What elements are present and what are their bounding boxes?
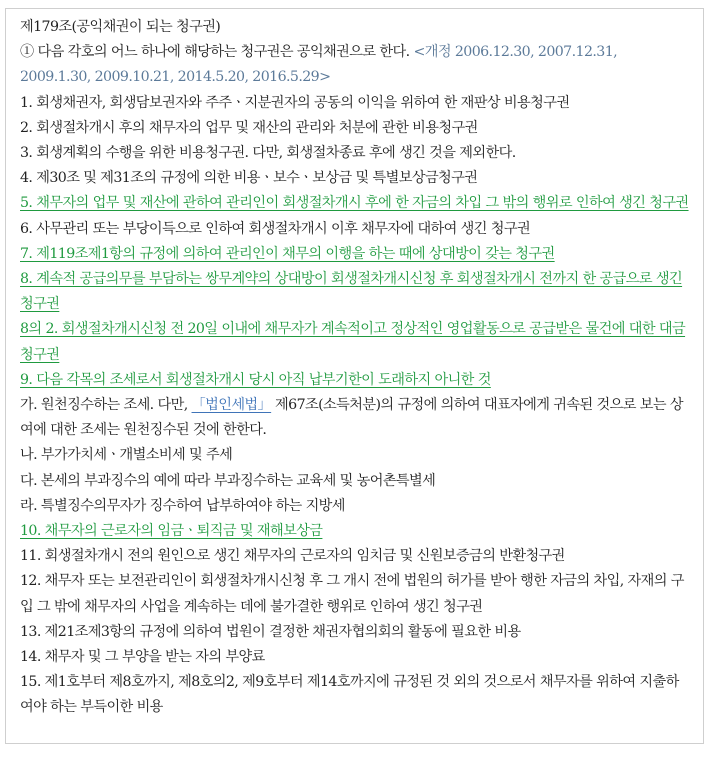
amended-item-text: 7. 제119조제1항의 규정에 의하여 관리인이 채무의 이행을 하는 때에 상대방이 갖는 청구권 xyxy=(20,245,555,262)
list-item xyxy=(20,191,691,216)
sub-item: 라. 특별징수의무자가 징수하여 납부하여야 하는 지방세 xyxy=(20,497,345,514)
list-item xyxy=(20,166,691,191)
list-item xyxy=(20,670,691,720)
paragraph-text: ① 다음 각호의 어느 하나에 해당하는 청구권은 공익채권으로 한다. xyxy=(20,44,410,61)
sub-item: 나. 부가가치세ㆍ개별소비세 및 주세 xyxy=(20,447,233,464)
list-item xyxy=(20,544,691,569)
item-text: 14. 채무자 및 그 부양을 받는 자의 부양료 xyxy=(20,649,265,666)
item-text: 2. 회생절차개시 후의 채무자의 업무 및 재산의 관리와 처분에 관한 비용청구권 xyxy=(20,119,478,136)
amended-item-text: 10. 채무자의 근로자의 임금ㆍ퇴직금 및 재해보상금 xyxy=(20,523,323,540)
amended-item-text: 8의 2. 회생절차개시신청 전 20일 이내에 채무자가 계속적이고 정상적인 영업활동으로 공급받은 물건에 대한 대금청구권 xyxy=(20,321,686,363)
sub-item-ga-after: 제67조(소득처분)의 규정에 의하여 대표자에게 귀속된 것으로 보는 상여에 대한 조세는 원천징수된 것에 한한다. xyxy=(20,397,683,439)
article-title: 제179조(공익채권이 되는 청구권) xyxy=(20,19,221,35)
amended-item-text: 8. 계속적 공급의무를 부담하는 쌍무계약의 상대방이 회생절차개시신청 후 회생절차개시 전까지 한 공급으로 생긴 청구권 xyxy=(20,271,683,313)
item-list-continued xyxy=(20,519,703,721)
amendment-history: <개정 2006.12.30, 2007.12.31, 2009.1.30, 2009.10.21, 2014.5.20, 2016.5.29> xyxy=(20,44,618,86)
article-container xyxy=(5,8,704,744)
list-item xyxy=(20,645,691,670)
list-item xyxy=(20,519,691,544)
law-link-corporate-tax-act[interactable]: 「법인세법」 xyxy=(191,397,272,414)
list-item xyxy=(20,267,691,317)
list-item xyxy=(20,242,691,267)
item-text: 13. 제21조제3항의 규정에 의하여 법원이 결정한 채권자협의회의 활동에 필요한 비용 xyxy=(20,623,521,640)
sub-item: 다. 본세의 부과징수의 예에 따라 부과징수하는 교육세 및 농어촌특별세 xyxy=(20,472,436,489)
list-item xyxy=(20,620,691,645)
item-text: 15. 제1호부터 제8호까지, 제8호의2, 제9호부터 제14호까지에 규정된 것 외의 것으로서 채무자를 위하여 지출하여야 하는 부득이한 비용 xyxy=(20,674,679,716)
list-item xyxy=(20,569,691,619)
item-text: 6. 사무관리 또는 부당이득으로 인하여 회생절차개시 이후 채무자에 대하여 생긴 청구권 xyxy=(20,220,531,237)
item-text: 4. 제30조 및 제31조의 규정에 의한 비용ㆍ보수ㆍ보상금 및 특별보상금청구권 xyxy=(20,170,478,187)
sub-item-ga xyxy=(20,393,691,443)
list-item xyxy=(20,317,691,367)
item-text: 1. 회생채권자, 회생담보권자와 주주ㆍ지분권자의 공동의 이익을 위하여 한 재판상 비용청구권 xyxy=(20,94,570,111)
amended-item-text: 9. 다음 각목의 조세로서 회생절차개시 당시 아직 납부기한이 도래하지 아니한 것 xyxy=(20,371,491,388)
list-item xyxy=(20,217,691,242)
sub-item-ga-before: 가. 원천징수하는 조세. 다만, xyxy=(20,397,192,414)
list-item xyxy=(20,141,691,166)
list-item xyxy=(20,91,691,116)
paragraph-1 xyxy=(20,40,691,90)
item-text: 3. 회생계획의 수행을 위한 비용청구권. 다만, 회생절차종료 후에 생긴 것을 제외한다. xyxy=(20,145,516,162)
amended-item-text: 5. 채무자의 업무 및 재산에 관하여 관리인이 회생절차개시 후에 한 자금의 차입 그 밖의 행위로 인하여 생긴 청구권 xyxy=(20,195,689,212)
item-list xyxy=(20,91,703,393)
list-item xyxy=(20,116,691,141)
item-text: 11. 회생절차개시 전의 원인으로 생긴 채무자의 근로자의 임치금 및 신원보증금의 반환청구권 xyxy=(20,548,565,565)
list-item xyxy=(20,368,691,393)
item-text: 12. 채무자 또는 보전관리인이 회생절차개시신청 후 그 개시 전에 법원의 허가를 받아 행한 자금의 차입, 자재의 구입 그 밖에 채무자의 사업을 계속하는 데에 불가결한 행위로 인하여 생긴 청구권 xyxy=(20,573,684,615)
